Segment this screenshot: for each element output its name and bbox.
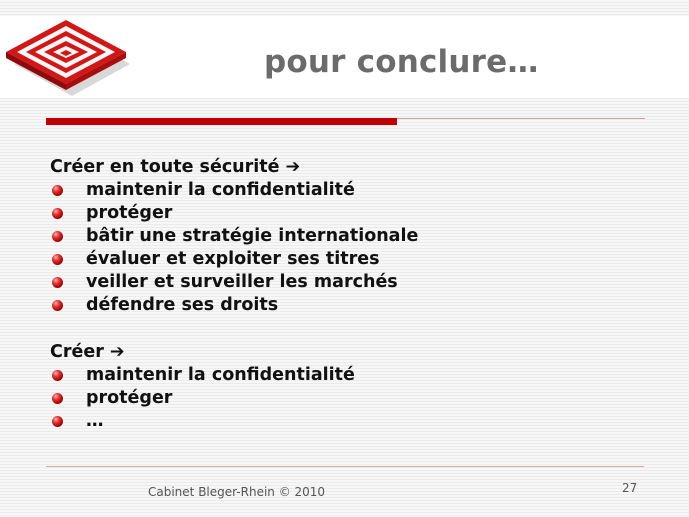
red-sphere-bullet-icon	[52, 231, 63, 242]
list-item	[50, 387, 650, 410]
right-arrow-icon: ➔	[109, 342, 125, 362]
list-item	[50, 248, 650, 271]
list-item	[50, 294, 650, 317]
red-sphere-bullet-icon	[52, 185, 63, 196]
red-sphere-bullet-icon	[52, 416, 63, 427]
footer-divider	[46, 466, 644, 467]
red-spiral-logo-icon	[2, 14, 130, 98]
page-title: pour conclure…	[264, 44, 539, 80]
title-divider-line	[397, 118, 645, 119]
section-heading	[50, 341, 650, 364]
right-arrow-icon: ➔	[285, 157, 301, 177]
list-item	[50, 271, 650, 294]
list-item-text: maintenir la confidentialité	[86, 180, 355, 200]
list-item	[50, 364, 650, 387]
list-item	[50, 410, 650, 433]
red-sphere-bullet-icon	[52, 254, 63, 265]
title-divider-accent	[46, 118, 397, 125]
slide-content	[50, 156, 650, 433]
section-spacer	[50, 317, 650, 341]
list-item-text: défendre ses droits	[86, 295, 279, 315]
list-item-text: évaluer et exploiter ses titres	[86, 249, 380, 269]
red-sphere-bullet-icon	[52, 277, 63, 288]
section-heading	[50, 156, 650, 179]
list-item-text: …	[86, 411, 104, 431]
list-item	[50, 225, 650, 248]
red-sphere-bullet-icon	[52, 208, 63, 219]
list-item	[50, 202, 650, 225]
red-sphere-bullet-icon	[52, 300, 63, 311]
list-item-text: veiller et surveiller les marchés	[86, 272, 398, 292]
red-sphere-bullet-icon	[52, 393, 63, 404]
section-heading-text: Créer en toute sécurité	[50, 157, 280, 177]
red-sphere-bullet-icon	[52, 370, 63, 381]
list-item-text: protéger	[86, 203, 173, 223]
section-heading-text: Créer	[50, 342, 104, 362]
list-item-text: maintenir la confidentialité	[86, 365, 355, 385]
list-item	[50, 179, 650, 202]
page-number: 27	[622, 481, 638, 495]
footer-copyright: Cabinet Bleger-Rhein © 2010	[148, 485, 326, 499]
list-item-text: protéger	[86, 388, 173, 408]
list-item-text: bâtir une stratégie internationale	[86, 226, 419, 246]
